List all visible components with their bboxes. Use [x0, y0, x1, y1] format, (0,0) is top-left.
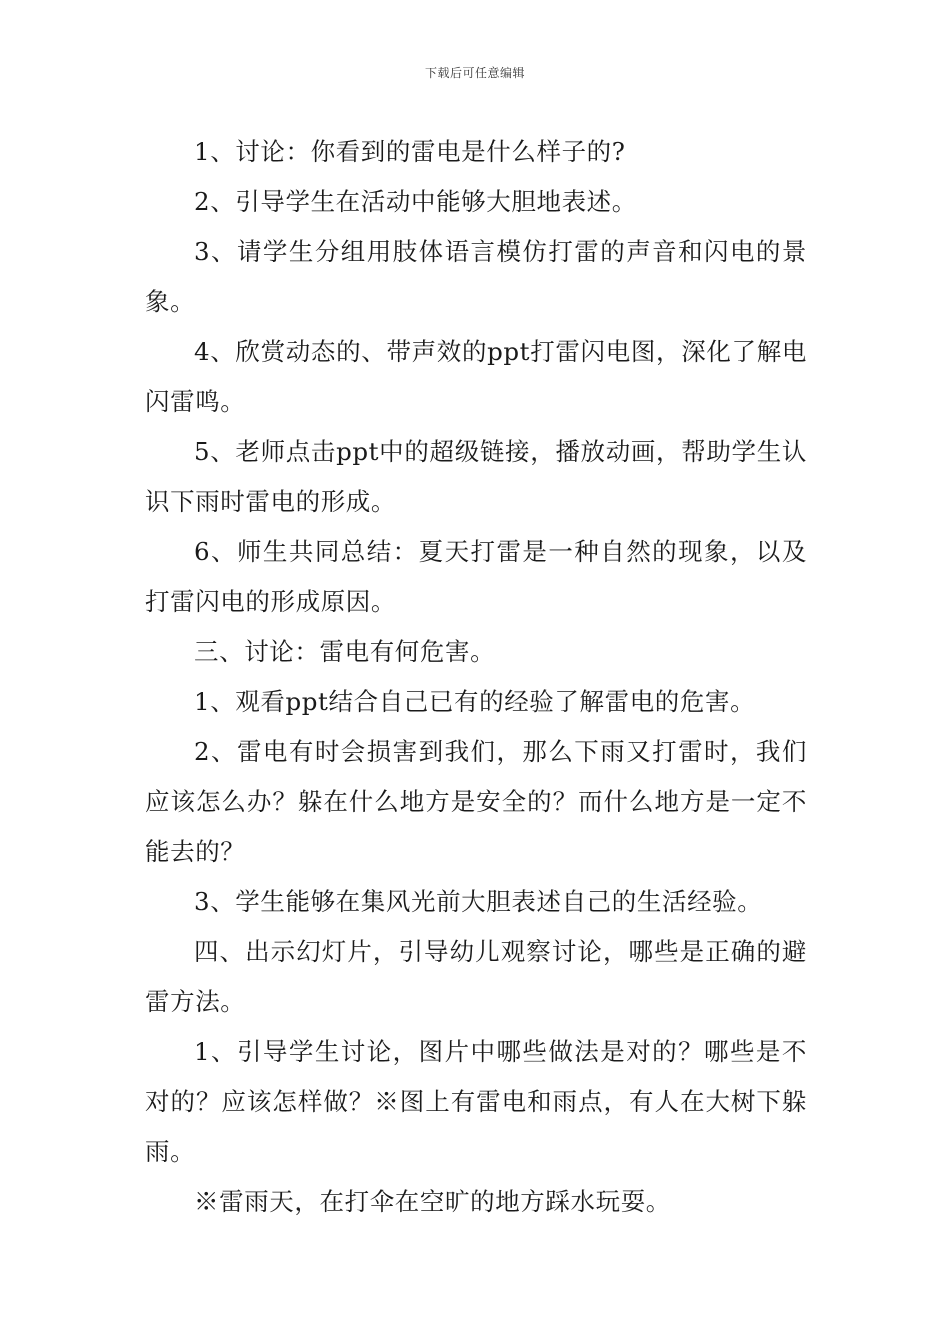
paragraph-section-four-heading: 四、出示幻灯片，引导幼儿观察讨论，哪些是正确的避雷方法。: [145, 937, 807, 1016]
document-body: [145, 127, 807, 1227]
paragraph-summary: 6、师生共同总结：夏天打雷是一种自然的现象，以及打雷闪电的形成原因。: [145, 537, 807, 616]
paragraph-discuss-appearance: 1、讨论：你看到的雷电是什么样子的?: [194, 137, 626, 166]
paragraph-hyperlink-animation: 5、老师点击ppt中的超级链接，播放动画，帮助学生认识下雨时雷电的形成。: [145, 437, 807, 516]
paragraph-watch-ppt: 1、观看ppt结合自己已有的经验了解雷电的危害。: [194, 687, 756, 716]
paragraph-what-to-do: 2、雷电有时会损害到我们，那么下雨又打雷时，我们应该怎么办？躲在什么地方是安全的？而什么地方是一定不能去的？: [145, 737, 807, 866]
paragraph-umbrella-note: ※雷雨天，在打伞在空旷的地方踩水玩耍。: [194, 1187, 671, 1216]
paragraph-share-experience: 3、学生能够在集风光前大胆表述自己的生活经验。: [194, 887, 763, 916]
paragraph-ppt-thunder: 4、欣赏动态的、带声效的ppt打雷闪电图，深化了解电闪雷鸣。: [145, 337, 807, 416]
paragraph-section-three-heading: 三、讨论：雷电有何危害。: [194, 637, 496, 666]
paragraph-body-language: 3、请学生分组用肢体语言模仿打雷的声音和闪电的景象。: [145, 237, 807, 316]
paragraph-guide-express: 2、引导学生在活动中能够大胆地表述。: [194, 187, 637, 216]
header-note: 下载后可任意编辑: [424, 66, 525, 80]
paragraph-discuss-pictures: 1、引导学生讨论，图片中哪些做法是对的？哪些是不对的？应该怎样做？※图上有雷电和雨点，有人在大树下躲雨。: [145, 1037, 807, 1166]
